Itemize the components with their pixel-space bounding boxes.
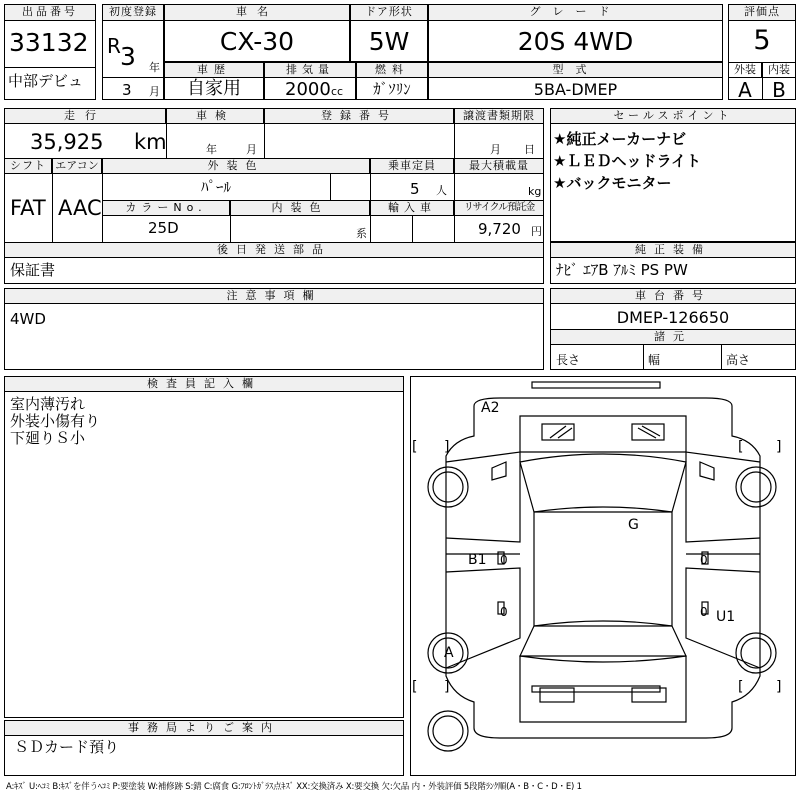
divider <box>264 124 265 158</box>
damage-mark-a2: A2 <box>481 400 500 416</box>
divider <box>454 124 455 158</box>
shift-type: FAT <box>10 196 46 220</box>
later-parts-label: 後日発送部品 <box>4 242 544 258</box>
damage-mark-b1: B1 <box>468 552 487 568</box>
divider <box>721 345 722 370</box>
zero-mark: 0 <box>500 605 508 619</box>
capacity-unit: 人 <box>436 184 447 197</box>
divider <box>370 216 371 242</box>
legend: A:ｷｽﾞ U:ﾍｺﾐ B:ｷｽﾞを伴うﾍｺﾐ P:要塗装 W:補修跡 S:錆 C:腐食 G:ﾌﾛﾝﾄｶﾞﾗｽ点ｷｽﾞ XX:交換済み X:要交換 欠:欠品 内・外装評価 5段階ﾗﾝｸ順(A・B・C・D・E) 1 <box>6 782 582 792</box>
divider <box>412 216 413 242</box>
genuine-equipment: ﾅﾋﾞ ｴｱB ｱﾙﾐ PS PW <box>556 261 688 279</box>
interior-grade-label: 内装 <box>762 62 796 78</box>
specs-label: 諸元 <box>550 329 796 345</box>
car-name-label: 車名 <box>164 4 350 21</box>
interior-grade: B <box>772 78 786 102</box>
mileage-unit: km <box>134 130 167 154</box>
sales-points-label: セールスポイント <box>550 108 796 124</box>
dealer-name: 中部デビュ <box>8 72 84 90</box>
max-load-label: 最大積載量 <box>454 158 544 174</box>
divider <box>52 174 53 242</box>
month-value: 3 <box>122 81 132 99</box>
zero-mark: 0 <box>500 553 508 567</box>
recycle-fee-label: リサイクル預託金 <box>454 200 544 216</box>
height-label: 高さ <box>726 353 751 367</box>
era-label: R <box>107 34 121 58</box>
capacity: 5 <box>410 180 420 198</box>
recycle-fee: 9,720 <box>478 220 521 238</box>
exterior-grade-label: 外装 <box>728 62 762 78</box>
bracket-right: ] <box>444 439 450 455</box>
transfer-day-unit: 日 <box>524 143 535 156</box>
month-unit: 月 <box>149 85 160 98</box>
sales-point-item: ★ＬＥＤヘッドライト <box>553 152 701 170</box>
door-type: 5W <box>368 27 410 56</box>
fuel-label: 燃料 <box>356 62 428 78</box>
history-label: 車歴 <box>164 62 264 78</box>
length-label: 長さ <box>556 353 581 367</box>
model-code-label: 型式 <box>428 62 723 78</box>
damage-mark-u1: U1 <box>716 609 736 625</box>
bracket-left: [ <box>412 679 418 695</box>
model-code: 5BA-DMEP <box>533 80 618 99</box>
zero-mark: 0 <box>700 605 708 619</box>
office-message: ＳＤカード預り <box>14 738 120 756</box>
width-label: 幅 <box>648 353 661 367</box>
car-history: 自家用 <box>187 78 241 99</box>
color-number: 25D <box>148 219 179 237</box>
ac-type: AAC <box>58 196 102 220</box>
door-label: ドア形状 <box>350 4 428 21</box>
later-parts: 保証書 <box>10 261 56 279</box>
inspector-label: 検査員記入欄 <box>4 376 404 392</box>
first-registration-label: 初度登録 <box>102 4 164 21</box>
car-name: CX-30 <box>219 27 295 56</box>
color-label: 外装色 <box>102 158 370 174</box>
color-number-label: カラーNo. <box>102 200 230 216</box>
office-label: 事務局よりご案内 <box>4 720 404 736</box>
grade-label: グレード <box>428 4 723 21</box>
mileage-label: 走行 <box>4 108 166 124</box>
notes-value: 4WD <box>10 310 46 328</box>
zero-mark: 0 <box>700 553 708 567</box>
notes-label: 注意事項欄 <box>4 288 544 304</box>
lot-number-label: 出品番号 <box>4 4 96 21</box>
inspector-line: 外装小傷有り <box>10 412 101 430</box>
bracket-left: [ <box>738 439 744 455</box>
bracket-right: ] <box>444 679 450 695</box>
import-label: 輸入車 <box>370 200 454 216</box>
sales-point-item: ★純正メーカーナビ <box>553 130 687 148</box>
divider <box>330 174 331 200</box>
year-unit: 年 <box>149 61 160 74</box>
inspection-year-unit: 年 <box>206 143 217 156</box>
interior-color-unit: 系 <box>356 227 367 240</box>
inspection-label: 車検 <box>166 108 264 124</box>
genuine-equipment-label: 純正装備 <box>550 242 796 258</box>
interior-color-label: 内装色 <box>230 200 370 216</box>
divider <box>370 174 371 200</box>
lot-number: 33132 <box>9 28 89 57</box>
inspector-line: 下廻りＳ小 <box>10 429 86 447</box>
capacity-label: 乗車定員 <box>370 158 454 174</box>
displacement-label: 排気量 <box>264 62 356 78</box>
score-value: 5 <box>753 25 771 56</box>
displacement: 2000 <box>285 79 331 100</box>
divider <box>643 345 644 370</box>
damage-mark-a: A <box>444 645 454 661</box>
sales-point-item: ★バックモニター <box>553 174 672 192</box>
displacement-unit: cc <box>331 85 344 98</box>
divider <box>4 67 96 68</box>
mileage: 35,925 <box>30 130 104 154</box>
transfer-deadline-label: 譲渡書類期限 <box>454 108 544 124</box>
body-color: ﾊﾟｰﾙ <box>200 178 231 196</box>
chassis-label: 車台番号 <box>550 288 796 304</box>
chassis-number: DMEP-126650 <box>616 308 730 327</box>
bracket-right: ] <box>776 439 782 455</box>
fuel-type: ｶﾞｿﾘﾝ <box>373 80 411 98</box>
bracket-left: [ <box>738 679 744 695</box>
car-diagram <box>410 376 796 776</box>
transfer-month-unit: 月 <box>490 143 501 156</box>
inspector-line: 室内薄汚れ <box>10 395 86 413</box>
inspection-month-unit: 月 <box>246 143 257 156</box>
divider <box>230 216 231 242</box>
ac-label: エアコン <box>52 158 102 174</box>
reg-number-label: 登録番号 <box>264 108 454 124</box>
shift-label: シフト <box>4 158 52 174</box>
year-value: 3 <box>120 42 136 71</box>
grade: 20S 4WD <box>517 27 634 56</box>
bracket-left: [ <box>412 439 418 455</box>
load-unit: kg <box>528 185 542 198</box>
recycle-fee-unit: 円 <box>531 225 542 238</box>
divider <box>102 77 164 78</box>
exterior-grade: A <box>738 78 752 102</box>
bracket-right: ] <box>776 679 782 695</box>
damage-mark-g: G <box>628 517 639 533</box>
score-label: 評価点 <box>728 4 796 21</box>
